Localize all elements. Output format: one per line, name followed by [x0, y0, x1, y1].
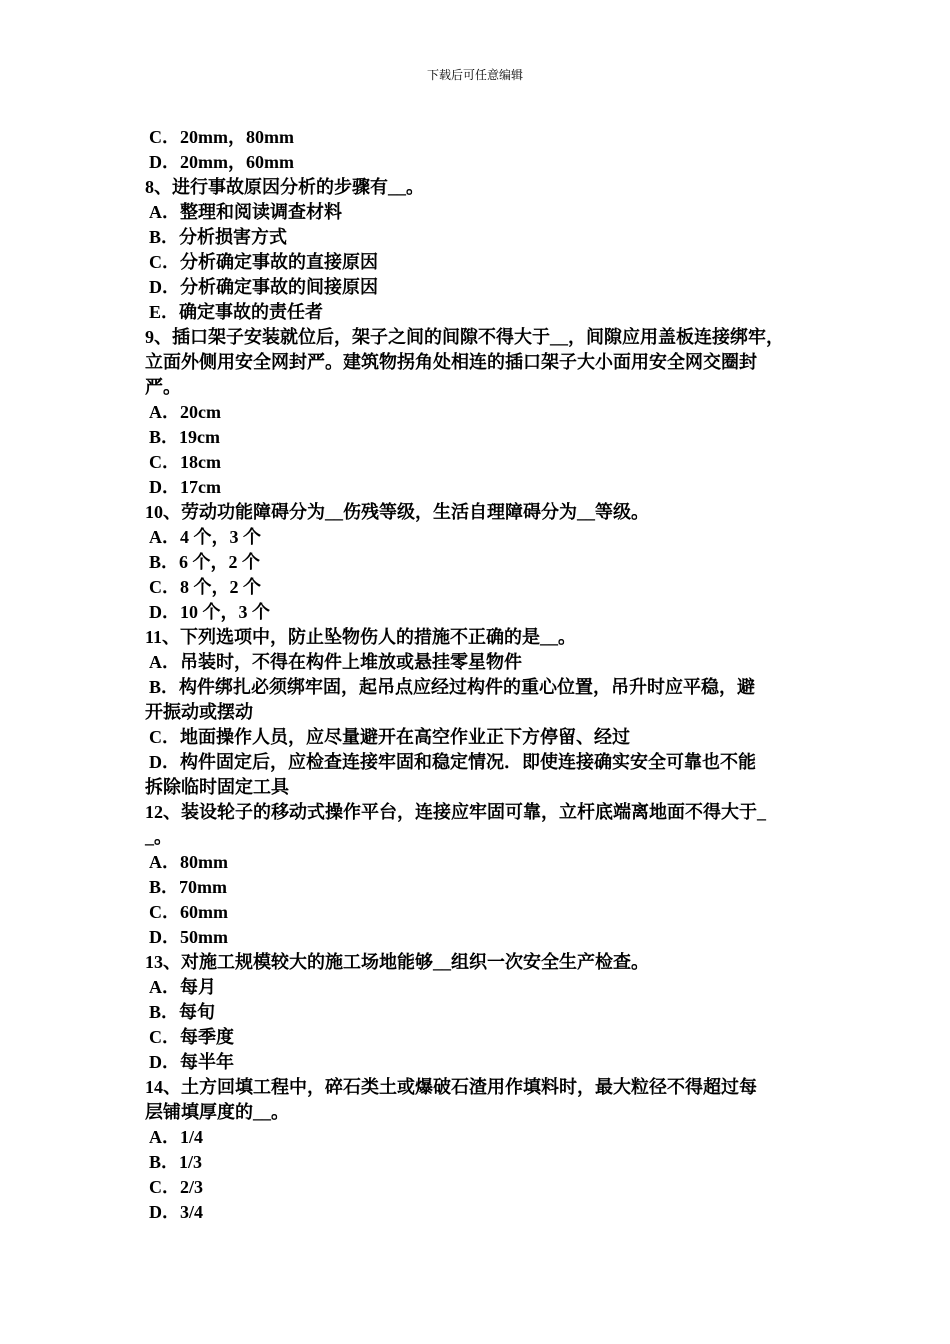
- question-text-line: 12、装设轮子的移动式操作平台，连接应牢固可靠，立杆底端离地面不得大于_: [145, 802, 766, 822]
- answer-option-line: A．每月: [149, 977, 216, 997]
- question-text-line: 层铺填厚度的__。: [145, 1102, 289, 1122]
- answer-option-line: C．18cm: [149, 452, 221, 472]
- question-text-line: 10、劳动功能障碍分为__伤残等级，生活自理障碍分为__等级。: [145, 502, 649, 522]
- question-text-line: 立面外侧用安全网封严。建筑物拐角处相连的插口架子大小面用安全网交圈封: [145, 352, 757, 372]
- answer-option-line: C．2/3: [149, 1177, 203, 1197]
- answer-option-line: A．20cm: [149, 402, 221, 422]
- answer-option-line: A．整理和阅读调查材料: [149, 202, 342, 222]
- question-text-line: _。: [145, 827, 172, 847]
- question-text-line: 开振动或摆动: [145, 702, 253, 722]
- answer-option-line: B．19cm: [149, 427, 220, 447]
- answer-option-line: C．8 个，2 个: [149, 577, 261, 597]
- answer-option-line: D．10 个，3 个: [149, 602, 270, 622]
- question-text-line: 11、下列选项中，防止坠物伤人的措施不正确的是__。: [145, 627, 577, 647]
- answer-option-line: C．60mm: [149, 902, 228, 922]
- question-text-line: 8、进行事故原因分析的步骤有__。: [145, 177, 424, 197]
- answer-option-line: B．分析损害方式: [149, 227, 288, 247]
- page-header: 下载后可任意编辑: [426, 68, 523, 82]
- question-text-line: 13、对施工规模较大的施工场地能够__组织一次安全生产检查。: [145, 952, 649, 972]
- answer-option-line: D．3/4: [149, 1202, 203, 1222]
- answer-option-line: A．1/4: [149, 1127, 203, 1147]
- answer-option-line: B．1/3: [149, 1152, 203, 1172]
- document-body: [145, 125, 815, 1225]
- answer-option-line: A．4 个，3 个: [149, 527, 261, 547]
- answer-option-line: C．每季度: [149, 1027, 234, 1047]
- answer-option-line: D．20mm，60mm: [149, 152, 294, 172]
- answer-option-line: C．20mm，80mm: [149, 127, 294, 147]
- answer-option-line: A．80mm: [149, 852, 228, 872]
- answer-option-line: B．70mm: [149, 877, 227, 897]
- answer-option-line: C．分析确定事故的直接原因: [149, 252, 378, 272]
- answer-option-line: D．50mm: [149, 927, 228, 947]
- answer-option-line: B．每旬: [149, 1002, 216, 1022]
- answer-option-line: D．分析确定事故的间接原因: [149, 277, 378, 297]
- answer-option-line: D．每半年: [149, 1052, 234, 1072]
- answer-option-line: C．地面操作人员，应尽量避开在高空作业正下方停留、经过: [149, 727, 630, 747]
- answer-option-line: D．17cm: [149, 477, 221, 497]
- answer-option-line: B．6 个，2 个: [149, 552, 261, 572]
- question-text-line: 严。: [145, 377, 181, 397]
- answer-option-line: B．构件绑扎必须绑牢固，起吊点应经过构件的重心位置，吊升时应平稳，避: [149, 677, 756, 697]
- question-text-line: 9、插口架子安装就位后，架子之间的间隙不得大于__，间隙应用盖板连接绑牢，: [145, 327, 784, 347]
- answer-option-line: A．吊装时，不得在构件上堆放或悬挂零星物件: [149, 652, 522, 672]
- question-text-line: 拆除临时固定工具: [145, 777, 289, 797]
- answer-option-line: E．确定事故的责任者: [149, 302, 324, 322]
- answer-option-line: D．构件固定后，应检查连接牢固和稳定情况．即使连接确实安全可靠也不能: [149, 752, 756, 772]
- question-text-line: 14、土方回填工程中，碎石类土或爆破石渣用作填料时，最大粒径不得超过每: [145, 1077, 757, 1097]
